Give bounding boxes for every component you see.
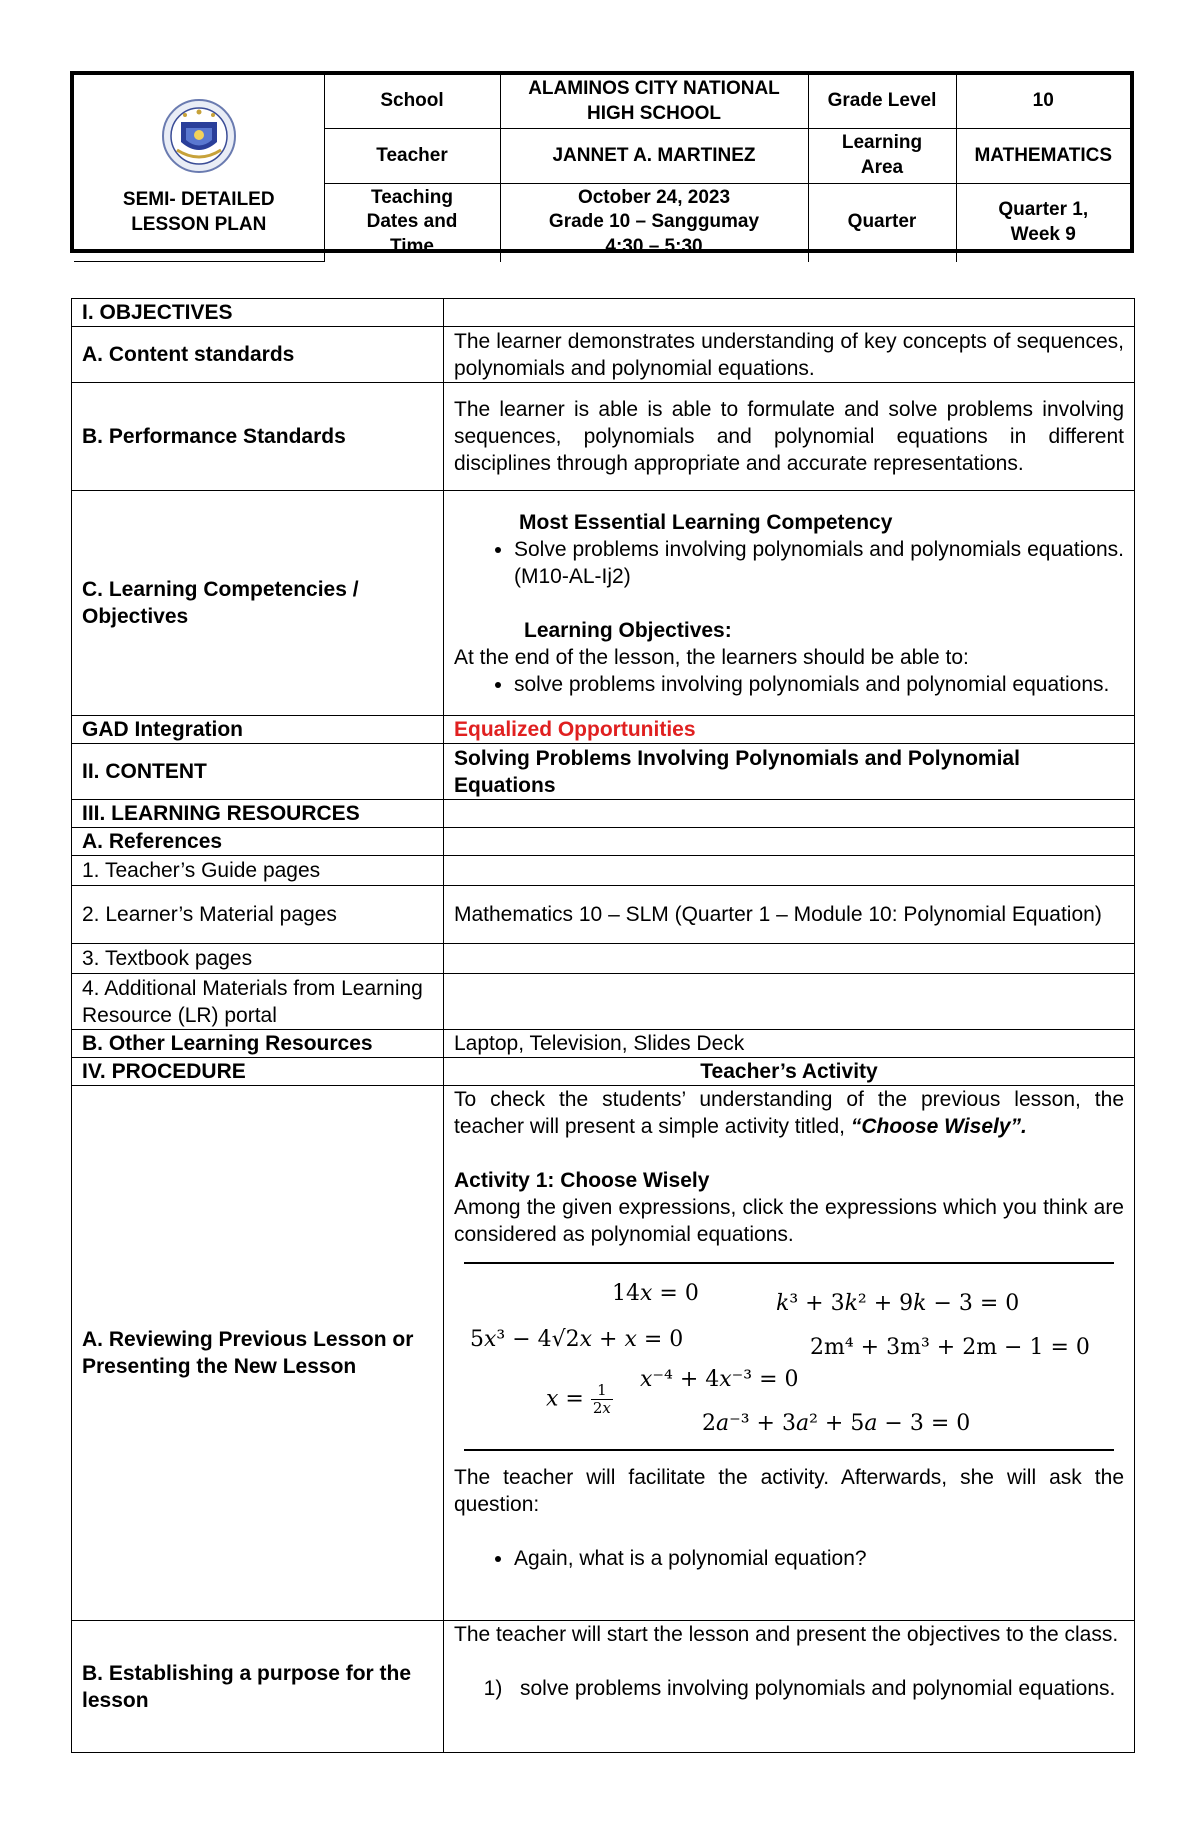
table-row: [72, 1086, 1135, 1621]
expression-option[interactable]: 14𝑥 = 0: [612, 1281, 699, 1306]
learning-objectives-intro: At the end of the lesson, the learners should be able to:: [454, 645, 969, 669]
table-row: [72, 1058, 1135, 1086]
additional-materials-label: 4. Additional Materials from Learning Resource (LR) portal: [72, 974, 444, 1030]
expression-option[interactable]: 𝑥 = $\frac{1}{\text{2𝑥}}$: [546, 1381, 611, 1417]
melc-item: • Solve problems involving polynomials and polynomials equations. (M10-AL-Ij2): [514, 536, 1124, 590]
learners-material-value: Mathematics 10 – SLM (Quarter 1 – Module 10: Polynomial Equation): [444, 886, 1135, 944]
reviewing-lesson-label: A. Reviewing Previous Lesson or Presenting the New Lesson: [72, 1086, 444, 1621]
establishing-purpose-label: B. Establishing a purpose for the lesson: [72, 1621, 444, 1753]
quarter-label: Quarter: [808, 183, 956, 262]
performance-standards-label: B. Performance Standards: [72, 383, 444, 491]
question-item: • Again, what is a polynomial equation?: [514, 1545, 1124, 1572]
table-row: [72, 944, 1135, 974]
plan-title: SEMI- DETAILED LESSON PLAN: [122, 189, 275, 236]
gad-value: Equalized Opportunities: [444, 716, 1135, 744]
teacher-label: Teacher: [324, 129, 500, 183]
grade-level-label: Grade Level: [808, 75, 956, 129]
table-row: [72, 856, 1135, 886]
school-value: ALAMINOS CITY NATIONAL HIGH SCHOOL: [500, 75, 808, 129]
teachers-guide-label: 1. Teacher’s Guide pages: [72, 856, 444, 886]
teaching-dates-label: Teaching Dates and Time: [324, 183, 500, 262]
table-row: [72, 800, 1135, 828]
activity-heading: Activity 1: Choose Wisely: [454, 1169, 710, 1192]
other-resources-label: B. Other Learning Resources: [72, 1030, 444, 1058]
content-standards-label: A. Content standards: [72, 327, 444, 383]
learning-resources-heading: III. LEARNING RESOURCES: [72, 800, 444, 828]
textbook-label: 3. Textbook pages: [72, 944, 444, 974]
table-row: [72, 828, 1135, 856]
reviewing-lesson-cell: [444, 1086, 1135, 1621]
expression-option[interactable]: 5𝑥³ − 4√2𝑥 + 𝑥 = 0: [470, 1327, 684, 1352]
activity-instructions: Among the given expressions, click the expressions which you think are considered as polynomial equations.: [454, 1196, 1124, 1246]
table-row: [72, 327, 1135, 383]
table-row: [72, 383, 1135, 491]
expressions-panel: [454, 1254, 1124, 1460]
expression-option[interactable]: 2𝑎⁻³ + 3𝑎² + 5𝑎 − 3 = 0: [702, 1411, 971, 1436]
table-row: [72, 491, 1135, 716]
learning-objective-item: • solve problems involving polynomials and polynomial equations.: [514, 671, 1124, 698]
learning-competencies-cell: [444, 491, 1135, 716]
other-resources-value: Laptop, Television, Slides Deck: [444, 1030, 1135, 1058]
learning-objectives-heading: Learning Objectives:: [524, 618, 732, 642]
learning-area-value: MATHEMATICS: [956, 129, 1130, 183]
activity-title-inline: “Choose Wisely”.: [850, 1115, 1027, 1138]
table-row: [72, 299, 1135, 327]
reviewing-intro: To check the students’ understanding of the previous lesson, the teacher will present a simple activity titled, “Choose Wisely”.: [454, 1088, 1124, 1138]
content-value: Solving Problems Involving Polynomials and Polynomial Equations: [444, 744, 1135, 800]
divider: [464, 1262, 1114, 1264]
facilitate-text: The teacher will facilitate the activity. Afterwards, she will ask the question:: [454, 1466, 1124, 1516]
procedure-heading: IV. PROCEDURE: [72, 1058, 444, 1086]
table-row: [72, 974, 1135, 1030]
content-standards-text: The learner demonstrates understanding of key concepts of sequences, polynomials and polynomial equations.: [444, 327, 1135, 383]
objectives-heading: I. OBJECTIVES: [72, 299, 444, 327]
learning-area-label: Learning Area: [808, 129, 956, 183]
header-title-cell: [74, 75, 324, 262]
teacher-value: JANNET A. MARTINEZ: [500, 129, 808, 183]
table-row: [72, 744, 1135, 800]
deped-seal-icon: [161, 98, 237, 174]
purpose-item: 1. solve problems involving polynomials and polynomial equations.: [514, 1675, 1124, 1702]
table-row: [72, 1030, 1135, 1058]
table-row: [72, 886, 1135, 944]
melc-heading: Most Essential Learning Competency: [519, 510, 893, 534]
lesson-plan-header: [70, 71, 1134, 258]
learners-material-label: 2. Learner’s Material pages: [72, 886, 444, 944]
establishing-purpose-cell: [444, 1621, 1135, 1753]
table-row: [72, 1621, 1135, 1753]
content-label: II. CONTENT: [72, 744, 444, 800]
establishing-purpose-text: The teacher will start the lesson and present the objectives to the class.: [454, 1623, 1119, 1646]
divider: [464, 1449, 1114, 1451]
gad-label: GAD Integration: [72, 716, 444, 744]
expression-option[interactable]: 2m⁴ + 3m³ + 2m − 1 = 0: [810, 1335, 1090, 1360]
school-label: School: [324, 75, 500, 129]
teaching-dates-value: October 24, 2023 Grade 10 – Sanggumay 4:30 – 5:30: [500, 183, 808, 262]
learning-competencies-label: C. Learning Competencies / Objectives: [72, 491, 444, 716]
expression-option[interactable]: 𝑘³ + 3𝑘² + 9𝑘 − 3 = 0: [776, 1291, 1020, 1316]
expression-option[interactable]: 𝑥⁻⁴ + 4𝑥⁻³ = 0: [640, 1367, 799, 1392]
teachers-activity-header: Teacher’s Activity: [444, 1058, 1135, 1086]
quarter-value: Quarter 1, Week 9: [956, 183, 1130, 262]
grade-level-value: 10: [956, 75, 1130, 129]
performance-standards-text: The learner is able is able to formulate and solve problems involving sequences, polynomials and polynomial equations in different disciplines through appropriate and accurate representations.: [444, 383, 1135, 491]
table-row: [72, 716, 1135, 744]
references-label: A. References: [72, 828, 444, 856]
lesson-plan-table: [71, 298, 1135, 1753]
